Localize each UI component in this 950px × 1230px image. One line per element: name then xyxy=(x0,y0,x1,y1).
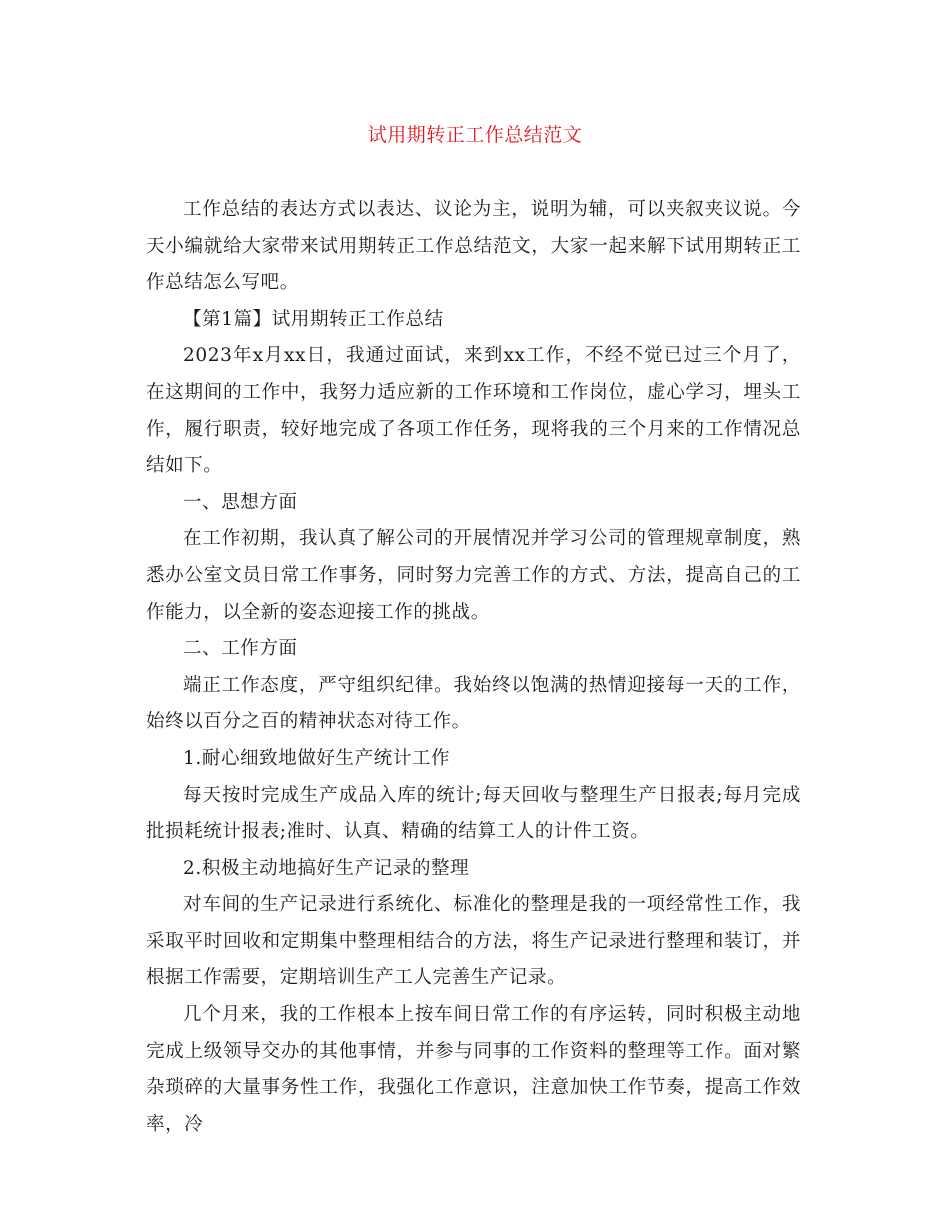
paragraph-records: 对车间的生产记录进行系统化、标准化的整理是我的一项经常性工作，我采取平时回收和定期集中整理相结合的方法，将生产记录进行整理和装订，并根据工作需要，定期培训生产工人完善生产记录。 xyxy=(146,894,801,989)
document-title: 试用期转正工作总结范文 xyxy=(367,124,583,146)
section-heading-work: 二、工作方面 xyxy=(183,638,298,660)
subheading-statistics: 1.耐心细致地做好生产统计工作 xyxy=(183,747,451,769)
subheading-records: 2.积极主动地搞好生产记录的整理 xyxy=(183,857,470,879)
paragraph-intro: 工作总结的表达方式以表达、议论为主，说明为辅，可以夹叙夹议说。今天小编就给大家带来试用期转正工作总结范文，大家一起来解下试用期转正工作总结怎么写吧。 xyxy=(146,199,801,294)
section-heading-article-1: 【第1篇】试用期转正工作总结 xyxy=(183,308,444,330)
paragraph-statistics: 每天按时完成生产成品入库的统计;每天回收与整理生产日报表;每月完成批损耗统计报表;准时、认真、精确的结算工人的计件工资。 xyxy=(146,784,801,843)
paragraph-work-attitude: 端正工作态度，严守组织纪律。我始终以饱满的热情迎接每一天的工作，始终以百分之百的精神状态对待工作。 xyxy=(146,674,801,733)
paragraph-thought: 在工作初期，我认真了解公司的开展情况并学习公司的管理规章制度，熟悉办公室文员日常工作事务，同时努力完善工作的方式、方法，提高自己的工作能力，以全新的姿态迎接工作的挑战。 xyxy=(146,528,801,623)
document-body xyxy=(146,192,801,1143)
paragraph-summary: 几个月来，我的工作根本上按车间日常工作的有序运转，同时积极主动地完成上级领导交办的其他事情，并参与同事的工作资料的整理等工作。面对繁杂琐碎的大量事务性工作，我强化工作意识，注意加快工作节奏，提高工作效率，冷 xyxy=(146,1004,801,1135)
section-heading-thought: 一、思想方面 xyxy=(183,491,298,513)
paragraph-opening: 2023年x月xx日，我通过面试，来到xx工作，不经不觉已过三个月了，在这期间的工作中，我努力适应新的工作环境和工作岗位，虚心学习，埋头工作，履行职责，较好地完成了各项工作任务，现将我的三个月来的工作情况总结如下。 xyxy=(146,345,801,477)
